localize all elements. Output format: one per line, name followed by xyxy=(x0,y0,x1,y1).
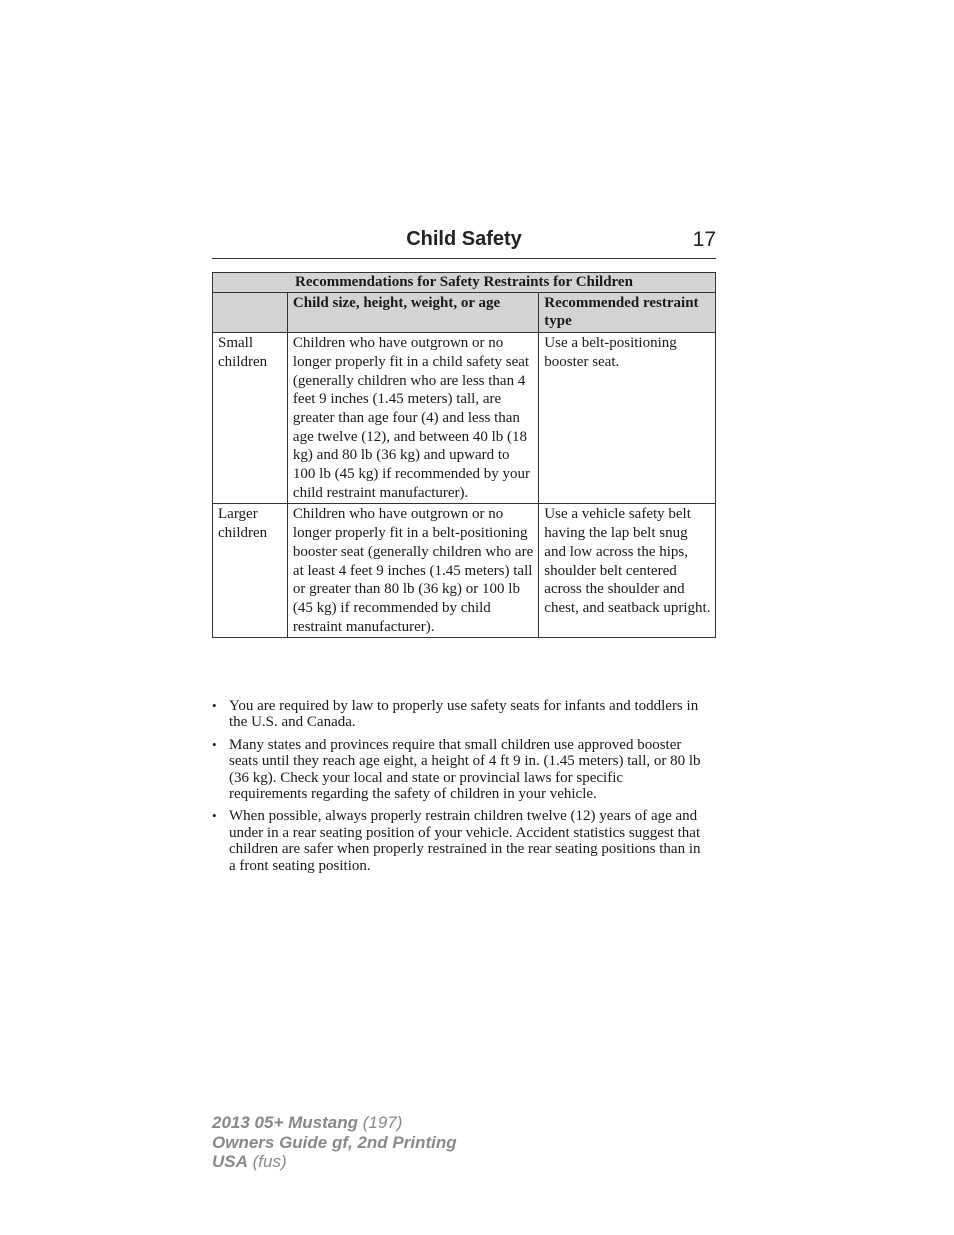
page-header xyxy=(212,228,716,259)
footer-line-guide xyxy=(212,1133,457,1153)
footer-line-model xyxy=(212,1113,457,1133)
bullet-icon: • xyxy=(212,808,217,824)
column-header-size: Child size, height, weight, or age xyxy=(287,292,538,332)
bullet-icon: • xyxy=(212,698,217,713)
list-item xyxy=(212,808,702,874)
table-row xyxy=(213,504,716,638)
row-restraint: Use a belt-positioning booster seat. xyxy=(539,333,716,504)
footer-model-code: (197) xyxy=(358,1113,403,1132)
footer-guide: Owners Guide gf, 2nd Printing xyxy=(212,1132,457,1152)
restraint-recommendations-table xyxy=(212,272,716,638)
row-description: Children who have outgrown or no longer properly fit in a child safety seat (generally children who are less than 4 feet 9 inches (1.45 meters) tall, are greater than age four (4) and less than age twelve (12), and between 40 lb (18 kg) and 80 lb (36 kg) and upward to 100 lb (45 kg) if recommended by your child restraint manufacturer). xyxy=(287,333,538,504)
note-text: When possible, always properly restrain children twelve (12) years of age and under in a rear seating position of your vehicle. Accident statistics suggest that children are safer when properly restrained in the rear seating positions than in a front seating position. xyxy=(229,808,701,874)
column-header-restraint: Recommended restraint type xyxy=(539,292,716,332)
safety-notes-list xyxy=(212,698,702,880)
note-text: You are required by law to properly use safety seats for infants and toddlers in the U.S. and Canada. xyxy=(229,698,699,731)
page-footer xyxy=(212,1113,457,1172)
row-restraint: Use a vehicle safety belt having the lap belt snug and low across the hips, shoulder belt centered across the shoulder and chest, and seatback upright. xyxy=(539,504,716,638)
table-caption-row xyxy=(213,273,716,293)
bullet-icon: • xyxy=(212,736,217,752)
section-title: Child Safety xyxy=(406,228,522,250)
row-description: Children who have outgrown or no longer properly fit in a belt-positioning booster seat (generally children who are at least 4 feet 9 inches (1.45 meters) tall or greater than 80 lb (36 kg) or 100 lb (45 kg) if recommended by child restraint manufacturer). xyxy=(287,504,538,638)
page-number: 17 xyxy=(692,228,716,251)
column-header-group xyxy=(213,292,288,332)
row-group-label: Larger children xyxy=(213,504,288,638)
list-item xyxy=(212,737,702,803)
table-caption: Recommendations for Safety Restraints for Children xyxy=(213,273,716,293)
footer-market: USA xyxy=(212,1152,248,1171)
list-item xyxy=(212,698,702,731)
footer-model: 2013 05+ Mustang xyxy=(212,1113,358,1132)
row-group-label: Small children xyxy=(213,333,288,504)
table-header-row xyxy=(213,292,716,332)
footer-market-code: (fus) xyxy=(247,1152,287,1171)
footer-line-market xyxy=(212,1152,457,1172)
table-row xyxy=(213,333,716,504)
note-text: Many states and provinces require that small children use approved booster seats until they reach age eight, a height of 4 ft 9 in. (1.45 meters) tall, or 80 lb (36 kg). Check your local and state or provincial laws for specific requirements regarding the safety of children in your vehicle. xyxy=(229,736,701,803)
